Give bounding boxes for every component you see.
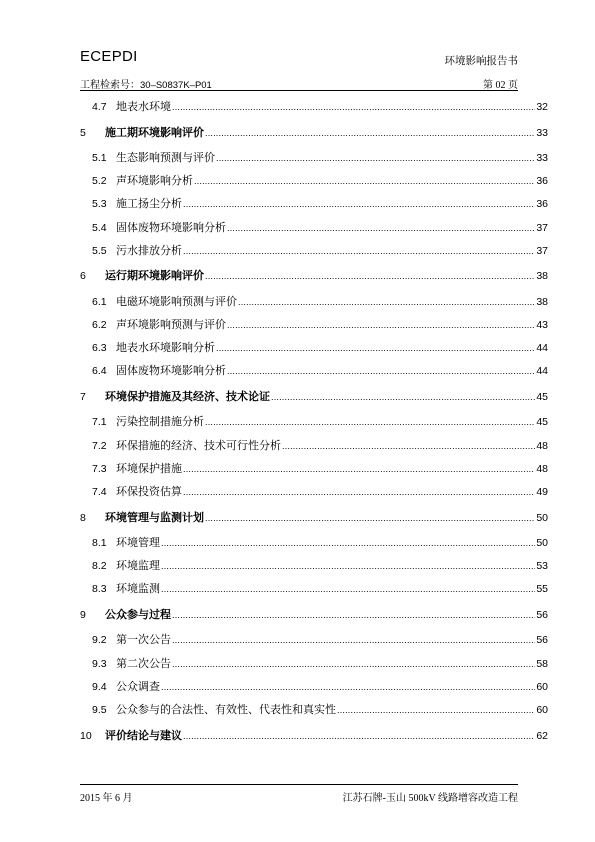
toc-section-entry[interactable] <box>80 551 548 573</box>
footer-date: 2015 年 6 月 <box>80 793 133 804</box>
toc-dot-leader <box>183 197 535 211</box>
toc-section-entry[interactable] <box>80 143 548 165</box>
toc-section-entry[interactable] <box>80 454 548 476</box>
toc-entry-title: 施工扬尘分析 <box>116 198 182 211</box>
toc-entry-page: 58 <box>536 657 548 670</box>
toc-entry-page: 48 <box>536 462 548 475</box>
toc-chapter-entry[interactable] <box>80 118 548 140</box>
toc-entry-title: 公众参与过程 <box>105 608 171 621</box>
toc-dot-leader <box>227 318 535 332</box>
toc-entry-number: 5.2 <box>92 175 107 188</box>
toc-section-entry[interactable] <box>80 477 548 499</box>
toc-entry-number: 6.4 <box>92 365 107 378</box>
toc-entry-page: 45 <box>536 390 548 403</box>
toc-entry-title: 环境保护措施及其经济、技术论证 <box>105 390 270 403</box>
toc-entry-title: 地表水环境影响分析 <box>116 342 215 355</box>
toc-entry-number: 9.2 <box>92 634 107 647</box>
toc-entry-number: 7.3 <box>92 462 107 475</box>
toc-entry-title: 声环境影响分析 <box>116 175 193 188</box>
toc-dot-leader <box>172 633 535 647</box>
toc-dot-leader <box>161 680 535 694</box>
toc-dot-leader <box>227 221 535 235</box>
toc-chapter-entry[interactable] <box>80 503 548 525</box>
toc-entry-number: 9.4 <box>92 680 107 693</box>
toc-entry-page: 62 <box>536 729 548 742</box>
header-divider <box>80 90 518 91</box>
toc-entry-title: 污染控制措施分析 <box>116 416 204 429</box>
toc-entry-number: 5.5 <box>92 244 107 257</box>
toc-entry-number: 8.1 <box>92 537 107 549</box>
toc-section-entry[interactable] <box>80 189 548 211</box>
toc-dot-leader <box>172 657 535 671</box>
toc-dot-leader <box>216 151 535 165</box>
toc-dot-leader <box>183 462 535 476</box>
toc-dot-leader <box>194 174 535 188</box>
toc-entry-page: 38 <box>536 295 548 308</box>
toc-entry-title: 第一次公告 <box>116 634 171 647</box>
toc-entry-title: 施工期环境影响评价 <box>105 126 204 139</box>
project-code-label: 工程检索号： <box>80 80 140 91</box>
toc-entry-title: 环境监测 <box>116 583 160 596</box>
toc-entry-title: 声环境影响预测与评价 <box>116 319 226 331</box>
toc-dot-leader <box>271 390 535 404</box>
toc-entry-number: 7.2 <box>92 439 107 452</box>
toc-entry-page: 32 <box>536 101 548 113</box>
toc-entry-title: 固体废物环境影响分析 <box>116 221 226 234</box>
toc-entry-number: 10 <box>80 729 92 742</box>
toc-entry-number: 7.1 <box>92 416 107 429</box>
toc-entry-page: 44 <box>536 342 548 355</box>
toc-dot-leader <box>205 415 535 429</box>
toc-entry-page: 43 <box>536 319 548 331</box>
toc-entry-number: 6.3 <box>92 342 107 355</box>
toc-entry-number: 9.5 <box>92 704 107 716</box>
toc-entry-title: 环境管理与监测计划 <box>105 511 204 524</box>
toc-section-entry[interactable] <box>80 287 548 309</box>
toc-entry-number: 9.3 <box>92 657 107 670</box>
toc-dot-leader <box>183 485 535 499</box>
toc-entry-number: 4.7 <box>92 101 107 113</box>
project-code <box>80 76 212 91</box>
toc-entry-page: 37 <box>536 244 548 257</box>
toc-section-entry[interactable] <box>80 431 548 453</box>
toc-section-entry[interactable] <box>80 333 548 355</box>
toc-entry-number: 7.4 <box>92 486 107 498</box>
toc-entry-title: 生态影响预测与评价 <box>116 152 215 164</box>
toc-entry-title: 固体废物环境影响分析 <box>116 365 226 378</box>
toc-section-entry[interactable] <box>80 356 548 378</box>
toc-entry-page: 50 <box>536 511 548 524</box>
toc-dot-leader <box>205 269 535 283</box>
toc-dot-leader <box>183 244 535 258</box>
toc-dot-leader <box>216 341 535 355</box>
toc-entry-page: 49 <box>536 486 548 498</box>
toc-entry-title: 评价结论与建议 <box>105 729 182 742</box>
toc-section-entry[interactable] <box>80 672 548 694</box>
toc-entry-page: 45 <box>536 416 548 429</box>
toc-entry-title: 环保措施的经济、技术可行性分析 <box>116 439 281 452</box>
toc-entry-page: 37 <box>536 221 548 234</box>
toc-entry-page: 36 <box>536 175 548 188</box>
toc-entry-number: 7 <box>80 390 86 403</box>
toc-dot-leader <box>282 439 535 453</box>
footer-project-name: 江苏石牌-玉山 500kV 线路增容改造工程 <box>342 793 518 804</box>
toc-dot-leader <box>205 126 535 140</box>
toc-entry-title: 地表水环境 <box>116 101 171 113</box>
toc-chapter-entry[interactable] <box>80 382 548 404</box>
toc-entry-number: 5 <box>80 126 86 139</box>
toc-chapter-entry[interactable] <box>80 600 548 622</box>
footer-divider <box>80 784 518 785</box>
toc-section-entry[interactable] <box>80 92 548 114</box>
toc-dot-leader <box>238 295 535 309</box>
toc-entry-number: 8 <box>80 511 86 524</box>
report-title: 环境影响报告书 <box>444 56 518 67</box>
toc-dot-leader <box>161 582 535 596</box>
toc-entry-page: 33 <box>536 126 548 139</box>
toc-entry-page: 36 <box>536 198 548 211</box>
toc-entry-title: 运行期环境影响评价 <box>105 270 204 283</box>
toc-section-entry[interactable] <box>80 574 548 596</box>
toc-section-entry[interactable] <box>80 166 548 188</box>
toc-entry-number: 5.1 <box>92 152 107 164</box>
toc-chapter-entry[interactable] <box>80 261 548 283</box>
toc-dot-leader <box>172 608 535 622</box>
toc-dot-leader <box>337 703 535 717</box>
toc-section-entry[interactable] <box>80 649 548 671</box>
toc-entry-page: 48 <box>536 439 548 452</box>
toc-section-entry[interactable] <box>80 310 548 332</box>
toc-section-entry[interactable] <box>80 407 548 429</box>
project-code-value: 30–S0837K–P01 <box>140 80 212 91</box>
toc-entry-title: 公众参与的合法性、有效性、代表性和真实性 <box>116 704 336 716</box>
toc-section-entry[interactable] <box>80 528 548 550</box>
toc-section-entry[interactable] <box>80 236 548 258</box>
toc-entry-page: 60 <box>536 680 548 693</box>
toc-section-entry[interactable] <box>80 625 548 647</box>
toc-entry-page: 50 <box>536 537 548 549</box>
toc-entry-page: 56 <box>536 608 548 621</box>
toc-dot-leader <box>161 536 535 550</box>
toc-entry-page: 33 <box>536 152 548 164</box>
toc-chapter-entry[interactable] <box>80 721 548 743</box>
toc-entry-title: 电磁环境影响预测与评价 <box>116 295 237 308</box>
toc-dot-leader <box>205 511 535 525</box>
toc-dot-leader <box>172 100 535 114</box>
toc-entry-title: 公众调查 <box>116 680 160 693</box>
toc-section-entry[interactable] <box>80 695 548 717</box>
toc-entry-page: 38 <box>536 270 548 283</box>
toc-entry-number: 6.1 <box>92 295 107 308</box>
toc-entry-page: 56 <box>536 634 548 647</box>
toc-entry-title: 环境监理 <box>116 560 160 573</box>
toc-entry-number: 6 <box>80 270 86 283</box>
toc-entry-number: 9 <box>80 608 86 621</box>
toc-entry-page: 60 <box>536 704 548 716</box>
page-number: 第 02 页 <box>483 80 518 91</box>
toc-entry-number: 8.2 <box>92 560 107 573</box>
toc-entry-number: 5.3 <box>92 198 107 211</box>
toc-entry-title: 环保投资估算 <box>116 486 182 498</box>
toc-entry-number: 6.2 <box>92 319 107 331</box>
toc-entry-number: 8.3 <box>92 583 107 596</box>
toc-entry-title: 环境管理 <box>116 537 160 549</box>
toc-entry-title: 第二次公告 <box>116 657 171 670</box>
toc-dot-leader <box>227 364 535 378</box>
toc-entry-title: 污水排放分析 <box>116 244 182 257</box>
toc-dot-leader <box>161 559 535 573</box>
toc-entry-number: 5.4 <box>92 221 107 234</box>
toc-entry-page: 55 <box>536 583 548 596</box>
company-logo-text: ECEPDI <box>80 48 138 65</box>
toc-entry-page: 53 <box>536 560 548 573</box>
toc-section-entry[interactable] <box>80 213 548 235</box>
toc-entry-title: 环境保护措施 <box>116 462 182 475</box>
toc-entry-page: 44 <box>536 365 548 378</box>
toc-dot-leader <box>183 729 535 743</box>
